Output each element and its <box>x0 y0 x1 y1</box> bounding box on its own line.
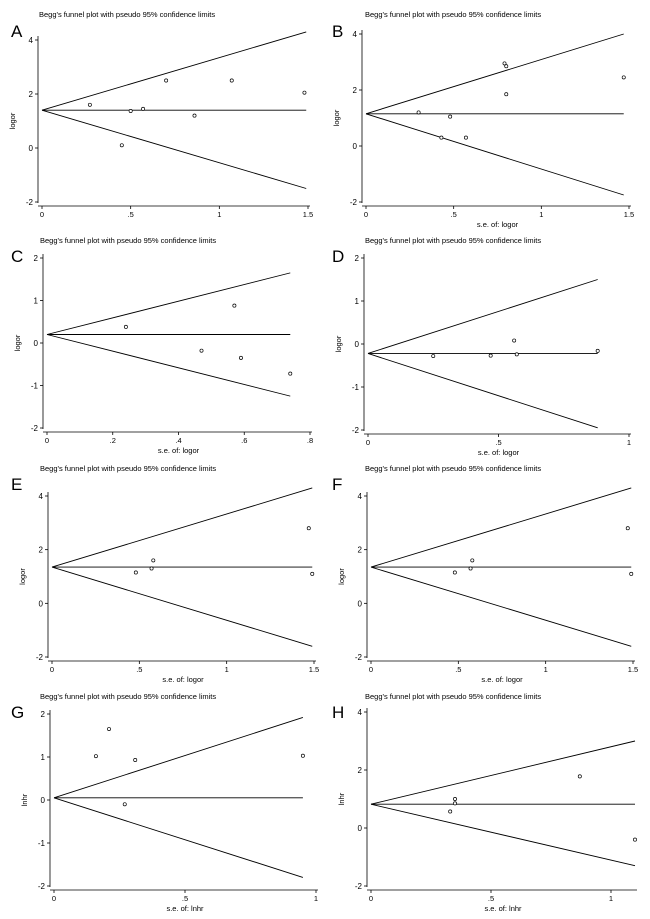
lower-confidence-limit <box>371 804 635 865</box>
x-axis-label: s.e. of: lnhr <box>166 904 204 913</box>
y-tick-label: 1 <box>40 753 45 762</box>
chart-title: Begg's funnel plot with pseudo 95% confidence limits <box>40 464 217 473</box>
x-tick-label: .8 <box>306 436 314 445</box>
panel-h <box>332 692 637 913</box>
y-tick-label: 2 <box>38 545 43 555</box>
x-tick-label: 0 <box>49 665 55 674</box>
study-point <box>134 758 137 761</box>
y-tick-label: 4 <box>28 36 33 45</box>
study-point <box>633 838 636 841</box>
y-tick-label: 0 <box>357 599 362 609</box>
panel-letter: F <box>332 475 343 494</box>
study-point <box>289 372 292 375</box>
x-tick-label: 0 <box>368 665 374 674</box>
y-tick-label: 2 <box>357 545 362 555</box>
upper-confidence-limit <box>368 280 598 354</box>
chart-title: Begg's funnel plot with pseudo 95% confidence limits <box>365 236 542 245</box>
y-axis-label: logor <box>332 109 341 127</box>
panel-f <box>332 464 638 684</box>
upper-confidence-limit <box>371 741 635 804</box>
study-point <box>469 567 472 570</box>
study-point <box>489 354 492 357</box>
upper-confidence-limit <box>371 488 631 567</box>
x-tick-label: .5 <box>136 665 143 674</box>
y-tick-label: -2 <box>30 424 38 433</box>
x-tick-label: 0 <box>363 210 369 219</box>
x-axis-label: s.e. of: logor <box>157 446 200 455</box>
x-axis-label: s.e. of: logor <box>162 675 204 684</box>
x-tick-label: .5 <box>127 210 134 219</box>
study-point <box>505 65 508 68</box>
study-point <box>432 354 435 357</box>
x-tick-label: 1 <box>608 894 614 903</box>
study-point <box>449 810 452 813</box>
y-axis-label: lnhr <box>20 793 29 807</box>
panel-letter: B <box>332 22 344 41</box>
lower-confidence-limit <box>366 114 624 195</box>
y-tick-label: 0 <box>357 824 362 833</box>
y-tick-label: -2 <box>354 882 362 891</box>
lower-confidence-limit <box>54 798 303 878</box>
y-tick-label: -1 <box>351 383 359 392</box>
y-axis-label: lnhr <box>337 792 346 806</box>
study-point <box>505 93 508 96</box>
y-axis-label: logor <box>337 568 346 585</box>
study-point <box>301 754 304 757</box>
x-tick-label: 0 <box>365 438 371 447</box>
study-point <box>88 103 91 106</box>
chart-title: Begg's funnel plot with pseudo 95% confidence limits <box>365 464 542 473</box>
x-tick-label: .5 <box>495 438 502 447</box>
chart-title: Begg's funnel plot with pseudo 95% confidence limits <box>39 10 216 19</box>
panel-letter: C <box>11 247 24 266</box>
x-tick-label: 1.5 <box>627 665 639 674</box>
study-point <box>230 79 233 82</box>
panel-b <box>332 10 634 229</box>
y-tick-label: -2 <box>354 653 362 662</box>
y-tick-label: 2 <box>40 710 45 719</box>
y-tick-label: 4 <box>357 708 362 717</box>
upper-confidence-limit <box>47 273 290 335</box>
y-tick-label: 2 <box>354 254 359 263</box>
study-point <box>578 775 581 778</box>
study-point <box>453 571 456 574</box>
x-tick-label: 0 <box>368 894 374 903</box>
x-tick-label: 1 <box>313 894 319 903</box>
y-axis-label: logor <box>13 334 22 352</box>
x-tick-label: .5 <box>455 665 462 674</box>
x-tick-label: .6 <box>241 436 248 445</box>
study-point <box>120 144 123 147</box>
x-tick-label: .5 <box>450 210 457 219</box>
y-tick-label: 1 <box>33 296 38 306</box>
study-point <box>464 136 467 139</box>
study-point <box>471 559 474 562</box>
study-point <box>150 567 153 570</box>
study-point <box>233 304 236 307</box>
y-tick-label: -2 <box>349 198 357 207</box>
x-tick-label: 1 <box>217 210 222 219</box>
x-tick-label: 0 <box>44 436 50 445</box>
upper-confidence-limit <box>52 488 312 567</box>
study-point <box>596 349 599 352</box>
x-tick-label: .5 <box>181 894 189 903</box>
lower-confidence-limit <box>371 567 631 646</box>
upper-confidence-limit <box>42 32 306 110</box>
y-tick-label: 2 <box>33 254 38 263</box>
x-tick-label: 1 <box>626 438 632 447</box>
study-point <box>453 797 456 800</box>
y-axis-label: logor <box>18 568 27 585</box>
panel-d <box>332 236 631 457</box>
study-point <box>165 79 168 82</box>
study-point <box>622 76 625 79</box>
study-point <box>513 339 516 342</box>
x-axis-label: s.e. of: lnhr <box>484 904 522 913</box>
study-point <box>515 353 518 356</box>
y-tick-label: 4 <box>352 30 357 39</box>
chart-title: Begg's funnel plot with pseudo 95% confidence limits <box>365 692 542 701</box>
y-axis-label: logor <box>8 112 17 130</box>
y-tick-label: 2 <box>357 766 362 775</box>
x-tick-label: 1.5 <box>623 210 635 219</box>
study-point <box>124 325 127 328</box>
study-point <box>193 114 196 117</box>
y-tick-label: -1 <box>37 839 45 848</box>
panel-letter: D <box>332 247 345 266</box>
study-point <box>152 559 155 562</box>
panel-e <box>11 464 319 684</box>
y-tick-label: 0 <box>40 796 45 805</box>
panel-c <box>11 236 313 455</box>
panel-letter: A <box>11 22 23 41</box>
x-tick-label: .4 <box>175 436 182 445</box>
y-tick-label: -2 <box>37 882 45 891</box>
y-tick-label: 2 <box>28 90 33 99</box>
study-point <box>307 527 310 530</box>
x-axis-label: s.e. of: logor <box>476 220 519 229</box>
y-tick-label: 4 <box>38 492 43 501</box>
x-axis-label: s.e. of: logor <box>477 448 520 457</box>
upper-confidence-limit <box>54 717 303 797</box>
y-tick-label: 4 <box>357 492 362 501</box>
panel-letter: E <box>11 475 23 494</box>
upper-confidence-limit <box>366 34 624 114</box>
chart-title: Begg's funnel plot with pseudo 95% confidence limits <box>40 236 217 245</box>
study-point <box>440 136 443 139</box>
study-point <box>107 727 110 730</box>
x-tick-label: .2 <box>109 436 116 445</box>
x-tick-label: 1 <box>543 665 548 674</box>
y-tick-label: 0 <box>354 340 359 349</box>
y-axis-label: logor <box>334 335 343 353</box>
study-point <box>239 356 242 359</box>
x-tick-label: .5 <box>487 894 495 903</box>
study-point <box>200 349 203 352</box>
y-tick-label: -2 <box>25 198 33 207</box>
y-tick-label: -2 <box>351 426 359 435</box>
study-point <box>417 111 420 114</box>
x-tick-label: 1.5 <box>302 210 314 219</box>
study-point <box>123 803 126 806</box>
study-point <box>129 109 132 112</box>
lower-confidence-limit <box>42 110 306 188</box>
study-point <box>626 527 629 530</box>
panel-letter: H <box>332 703 345 722</box>
x-tick-label: 0 <box>51 894 57 903</box>
y-tick-label: -1 <box>30 381 38 391</box>
x-tick-label: 1 <box>539 210 544 219</box>
chart-title: Begg's funnel plot with pseudo 95% confidence limits <box>40 692 217 701</box>
study-point <box>449 115 452 118</box>
panel-g <box>11 692 318 913</box>
y-tick-label: 0 <box>38 599 43 609</box>
study-point <box>94 755 97 758</box>
lower-confidence-limit <box>47 335 290 397</box>
x-tick-label: 1 <box>224 665 229 674</box>
study-point <box>303 91 306 94</box>
x-tick-label: 1.5 <box>308 665 320 674</box>
study-point <box>134 571 137 574</box>
study-point <box>141 107 144 110</box>
lower-confidence-limit <box>52 567 312 646</box>
y-tick-label: 2 <box>352 86 357 95</box>
y-tick-label: 0 <box>33 339 38 348</box>
panel-a <box>8 10 313 219</box>
panel-letter: G <box>11 703 25 722</box>
chart-title: Begg's funnel plot with pseudo 95% confidence limits <box>365 10 542 19</box>
y-tick-label: 1 <box>354 297 359 306</box>
lower-confidence-limit <box>368 353 598 427</box>
study-point <box>311 572 314 575</box>
x-axis-label: s.e. of: logor <box>481 675 523 684</box>
study-point <box>453 802 456 805</box>
y-tick-label: -2 <box>35 653 43 662</box>
x-tick-label: 0 <box>39 210 45 219</box>
y-tick-label: 0 <box>28 144 33 153</box>
y-tick-label: 0 <box>352 142 357 151</box>
study-point <box>630 572 633 575</box>
